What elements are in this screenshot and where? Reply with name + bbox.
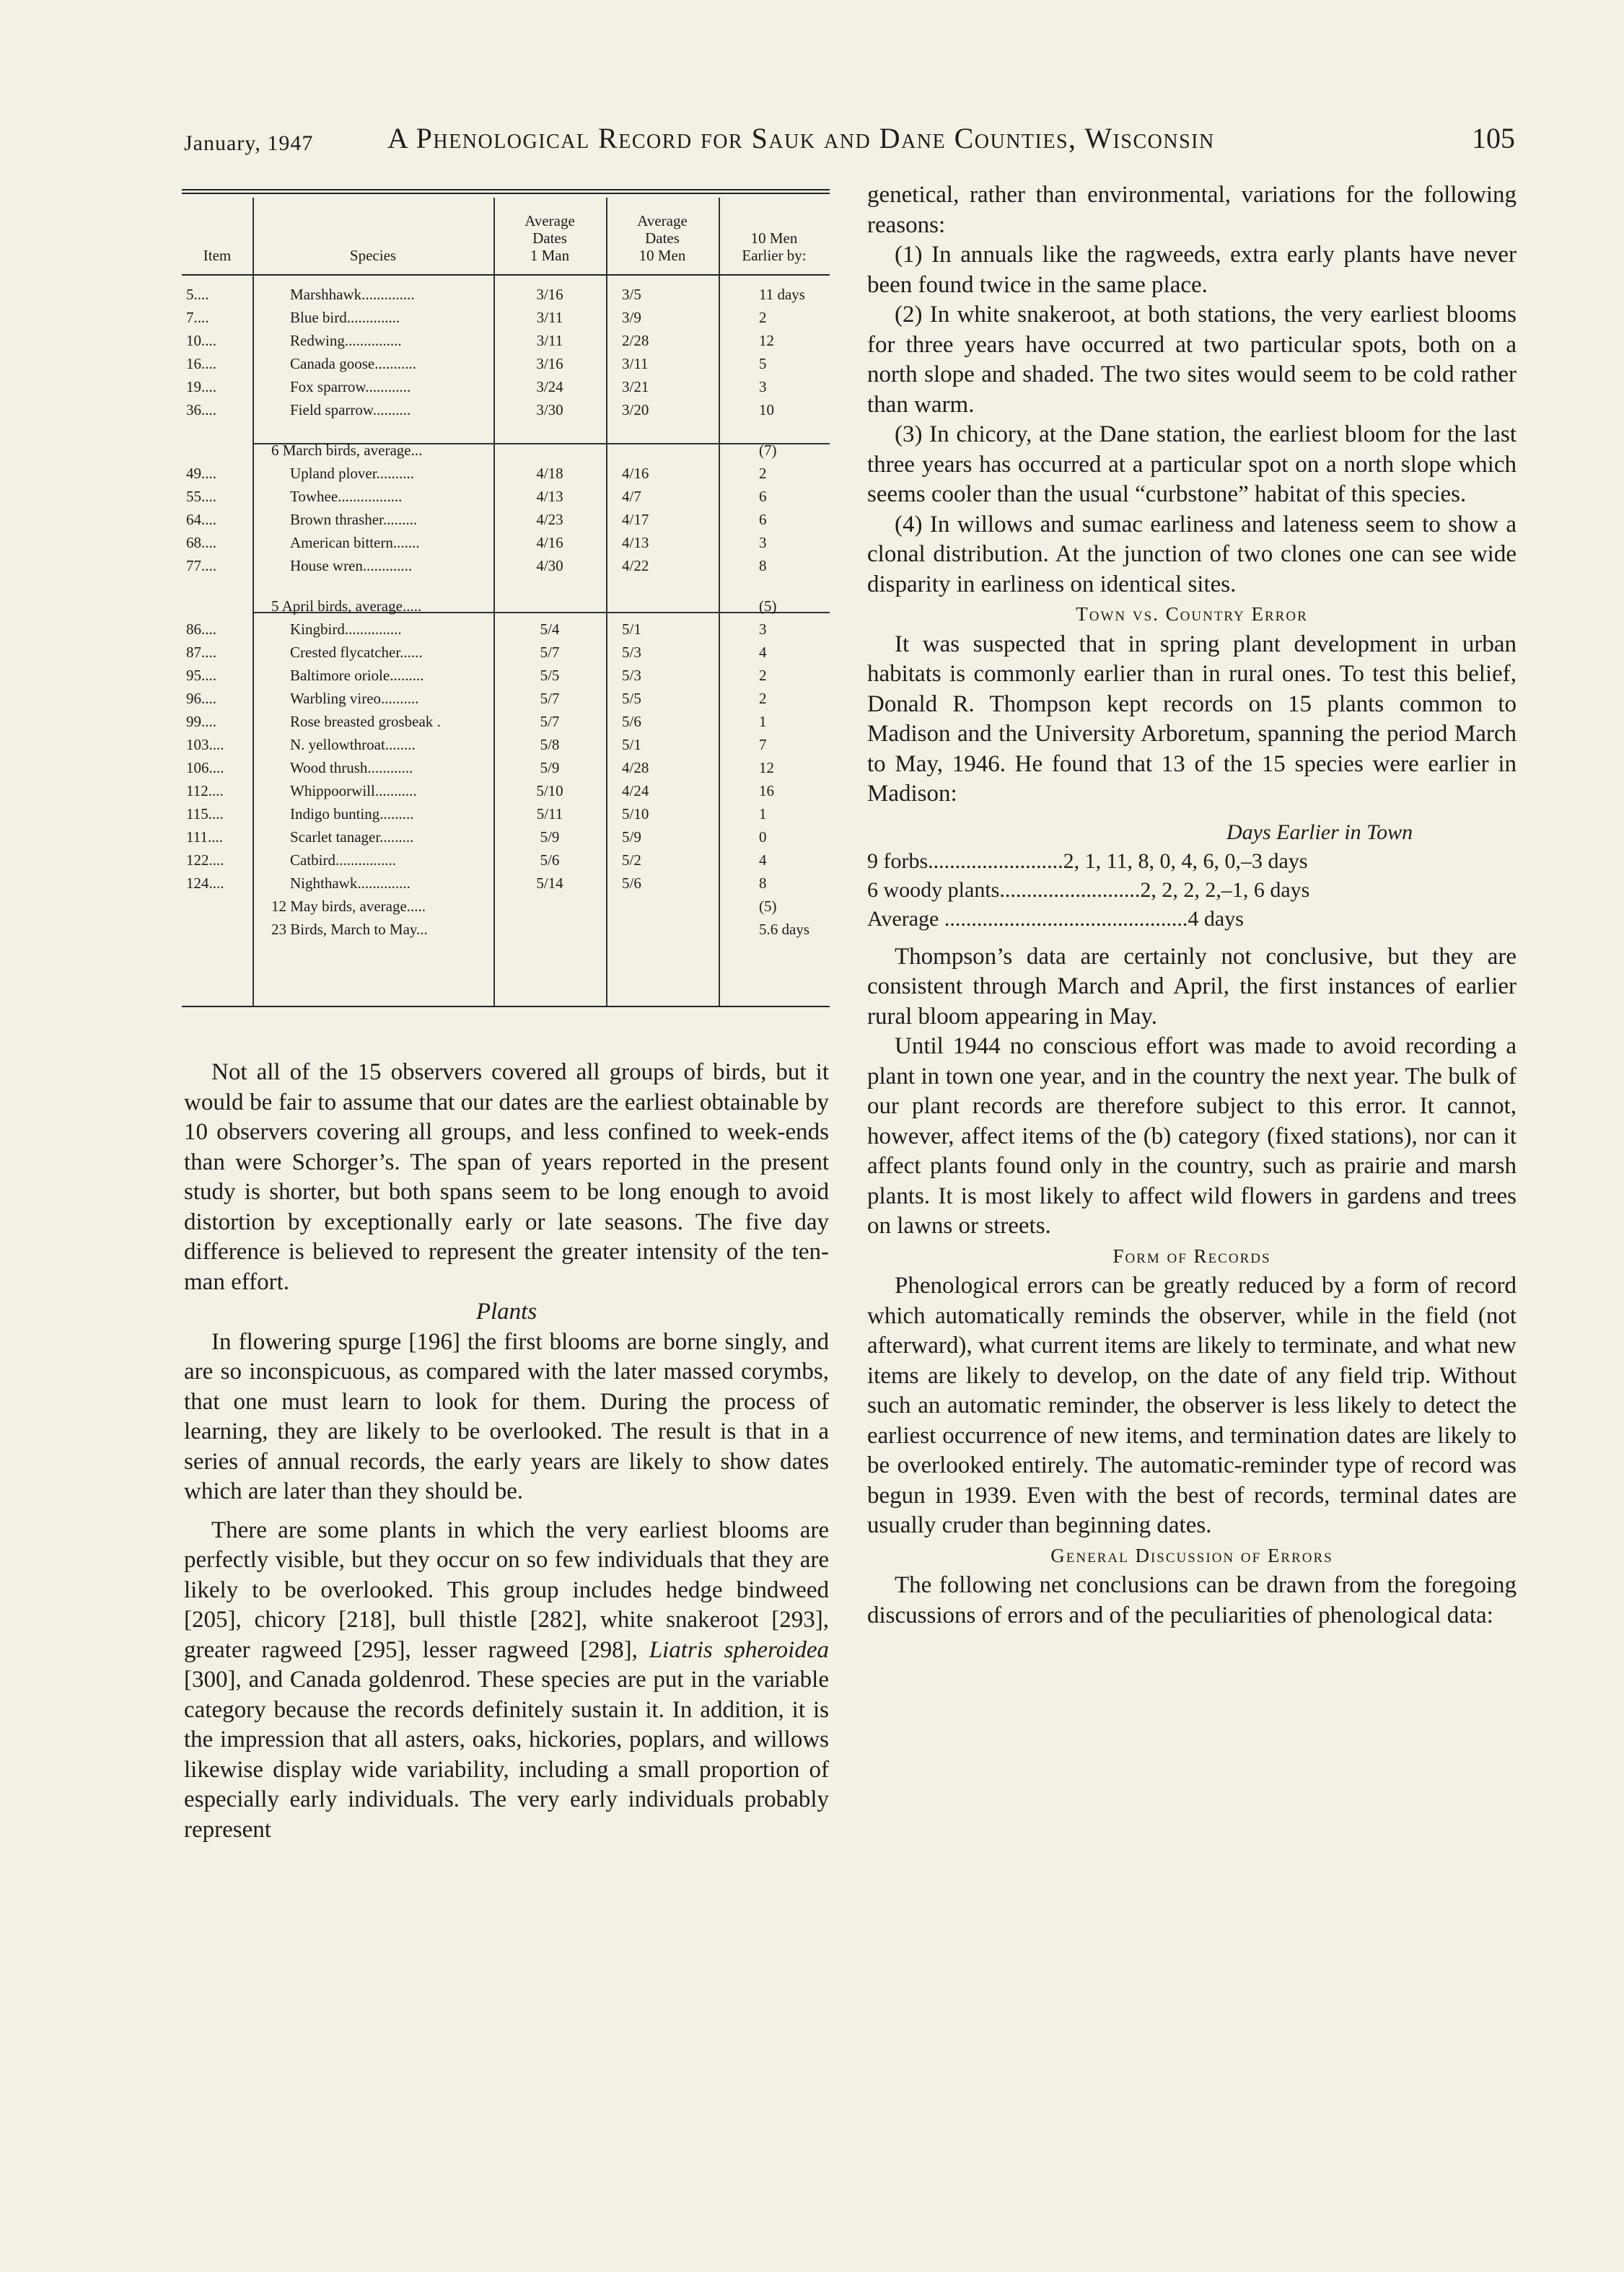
cell-avg-1-man: 5/5 [540,667,560,684]
cell-item: 103.... [186,736,224,753]
cell-avg-1-man: 3/11 [536,332,563,349]
table-header-rule [182,274,830,276]
cell-species: Brown thrasher......... [290,511,418,528]
table-row [182,805,830,830]
cell-avg-10-men: 5/10 [622,805,649,823]
cell-earlier-by: 1 [759,805,767,823]
table-row [182,488,830,512]
cell-earlier-by: 11 days [759,286,805,303]
cell-earlier-by: 6 [759,511,767,528]
cell-avg-1-man: 3/16 [536,355,563,372]
town-vs-country-heading: Town vs. Country Error [1076,603,1308,625]
table-row [182,759,830,784]
cell-earlier-by: 12 [759,332,774,349]
right-column [867,180,1517,1631]
table-row [182,286,830,310]
table-row [182,921,830,945]
cell-avg-1-man: 5/8 [540,736,560,753]
reason-4: (4) In willows and sumac earliness and lateness seem to show a clonal distribution. At the junction of two clones one can see wide disparity in earliness on identical sites. [867,511,1517,597]
cell-earlier-by: 6 [759,488,767,505]
cell-avg-10-men: 5/6 [622,874,641,892]
cell-earlier-by: 4 [759,644,767,661]
cell-species: Crested flycatcher...... [290,644,423,661]
cell-earlier-by: 5 [759,355,767,372]
general-discussion-heading: General Discussion of Errors [1050,1544,1333,1566]
table-row [182,332,830,356]
cell-avg-10-men: 3/21 [622,378,649,395]
cell-species: Warbling vireo.......... [290,690,419,707]
cell-item: 112.... [186,782,224,799]
table-top-rule-2 [182,193,830,194]
cell-earlier-by: 8 [759,557,767,574]
cell-item: 68.... [186,534,216,551]
col-header-avg10-line: 10 Men [638,247,686,264]
page-number: 105 [1472,122,1515,154]
cell-species: Baltimore oriole......... [290,667,424,684]
cell-species: Nighthawk.............. [290,874,411,892]
days-earlier-table [867,818,1517,934]
cell-earlier-by: 10 [759,401,774,418]
cell-species: Field sparrow.......... [290,401,411,418]
cell-avg-10-men: 3/9 [622,309,641,326]
cell-earlier-by: 16 [759,782,774,799]
col-header-avg1-line: 1 Man [530,247,570,264]
table-top-rule [182,189,830,190]
table-row [182,534,830,558]
col-header-avg1-line: Average [524,212,575,229]
cell-avg-1-man: 3/24 [536,378,563,395]
cell-species: Marshhawk.............. [290,286,415,303]
cell-avg-1-man: 3/30 [536,401,563,418]
paragraph-text: There are some plants in which the very earliest blooms are perfectly visible, but they occur on so few individuals that they are likely to be overlooked. This group includes hedge bindweed [205], chicory [218], bull thistle [282], white snakeroot [293], greater ragweed [295], lesser ragweed [298], [184,1517,829,1663]
cell-item: 7.... [186,309,209,326]
cell-species: Scarlet tanager......... [290,828,414,846]
cell-avg-10-men: 5/2 [622,851,641,869]
cell-species: Redwing............... [290,332,402,349]
cell-species: Catbird................ [290,851,396,869]
cell-species: 12 May birds, average..... [271,898,426,915]
cell-avg-10-men: 5/3 [622,644,641,661]
paragraph: In flowering spurge [196] the first blooms are borne singly, and are so inconspicuous, as compared with the later massed corymbs, that one must learn to look for them. During the process of learning, they are likely to be overlooked. The result is that in a series of annual records, the early years are likely to show dates which are later than they should be. [184,1328,829,1504]
cell-avg-1-man: 4/30 [536,557,563,574]
cell-species: Kingbird............... [290,620,402,638]
table-row [182,690,830,714]
table-row [182,898,830,922]
col-header-avg10-line: Average [637,212,688,229]
cell-avg-1-man: 4/18 [536,465,563,482]
table-row [182,874,830,899]
col-header-avg10-line: Dates [645,229,680,247]
cell-earlier-by: 7 [759,736,767,753]
paragraph: The following net conclusions can be drawn from the foregoing discussions of errors and of the peculiarities of phenological data: [867,1572,1517,1628]
running-header [184,121,1515,165]
cell-item: 115.... [186,805,224,823]
cell-earlier-by: 3 [759,620,767,638]
col-header-avg1 [493,212,606,264]
paragraph: Until 1944 no conscious effort was made to avoid recording a plant in town one year, and in the country the next year. The bulk of our plant records are therefore subject to this error. It cannot, however, affect items of the (b) category (fixed stations), nor can it affect plants found only in the country, such as prairie and marsh plants. It is most likely to affect wild flowers in gardens and trees on lawns or streets. [867,1033,1517,1239]
days-average-row: Average .............................................4 days [867,906,1244,931]
cell-item: 19.... [186,378,216,395]
table-row [182,644,830,668]
cell-avg-1-man: 5/9 [540,759,560,776]
paragraph: Phenological errors can be greatly reduced by a form of record which automatically reminds the observer, while in the field (not afterward), what current items are likely to terminate, and what new items are likely to develop, on the date of any field trip. Without such an automatic reminder, the observer is less likely to detect the earliest occurrence of new items, and termination dates are likely to be overlooked entirely. The automatic-reminder type of record was begun in 1939. Even with the best of records, terminal dates are usually cruder than beginning dates. [867,1273,1517,1538]
table-row [182,378,830,403]
cell-earlier-by: 3 [759,534,767,551]
cell-avg-10-men: 4/13 [622,534,649,551]
table-row [182,782,830,807]
cell-avg-10-men: 2/28 [622,332,649,349]
col-header-earlier [719,229,830,264]
table-row [182,557,830,582]
cell-avg-10-men: 5/3 [622,667,641,684]
paragraph: Not all of the 15 observers covered all groups of birds, but it would be fair to assume that our dates are the earliest obtainable by 10 observers covering all groups, and less confined to week-ends than were Schorger’s. The span of years reported in the present study is shorter, but both spans seem to be long enough to avoid distortion by exceptionally early or late seasons. The five day difference is believed to represent the greater intensity of the ten-man effort. [184,1059,829,1295]
cell-earlier-by: 3 [759,378,767,395]
bird-dates-table [182,189,830,1007]
cell-avg-10-men: 5/9 [622,828,641,846]
cell-species: Wood thrush............ [290,759,413,776]
cell-avg-10-men: 4/16 [622,465,649,482]
cell-species: Indigo bunting......... [290,805,414,823]
table-row [182,511,830,535]
cell-avg-1-man: 3/11 [536,309,563,326]
header-title: A Phenological Record for Sauk and Dane Counties, Wisconsin [387,122,1215,154]
cell-avg-1-man: 5/6 [540,851,560,869]
cell-earlier-by: (5) [759,898,777,915]
cell-avg-1-man: 5/9 [540,828,560,846]
cell-item: 95.... [186,667,216,684]
cell-item: 77.... [186,557,216,574]
cell-species: House wren............. [290,557,413,574]
col-header-avg1-line: Dates [532,229,567,247]
cell-avg-1-man: 5/4 [540,620,560,638]
reason-1: (1) In annuals like the ragweeds, extra early plants have never been found twice in the same place. [867,242,1517,298]
cell-species: Whippoorwill........... [290,782,417,799]
cell-avg-10-men: 5/1 [622,736,641,753]
col-header-earlier-line: 10 Men [750,229,798,247]
cell-earlier-by: (7) [759,442,777,459]
cell-avg-10-men: 4/28 [622,759,649,776]
col-header-item: Item [203,247,232,264]
cell-avg-10-men: 4/22 [622,557,649,574]
form-of-records-heading: Form of Records [1112,1245,1271,1267]
days-woody-row: 6 woody plants..........................2, 2, 2, 2,–1, 6 days [867,877,1310,902]
cell-species: Fox sparrow............ [290,378,411,395]
cell-avg-10-men: 3/5 [622,286,641,303]
table-bottom-rule [182,1006,830,1007]
cell-item: 124.... [186,874,224,892]
species-name-italic: Liatris spheroidea [649,1636,829,1663]
cell-earlier-by: 8 [759,874,767,892]
cell-species: Canada goose........... [290,355,416,372]
table-row [182,597,830,622]
table-row [182,442,830,466]
cell-species: N. yellowthroat........ [290,736,416,753]
paragraph: It was suspected that in spring plant development in urban habitats is commonly earlier than in rural ones. To test this belief, Donald R. Thompson kept records on 15 plants common to Madison and the University Arboretum, spanning the period March to May, 1946. He found that 13 of the 15 species were earlier in Madison: [867,631,1517,807]
cell-item: 86.... [186,620,216,638]
cell-avg-1-man: 4/23 [536,511,563,528]
cell-item: 5.... [186,286,209,303]
table-row [182,401,830,426]
days-forbs-row: 9 forbs.........................2, 1, 11, 8, 0, 4, 6, 0,–3 days [867,848,1308,873]
cell-item: 111.... [186,828,223,846]
cell-item: 36.... [186,401,216,418]
cell-avg-1-man: 4/13 [536,488,563,505]
col-header-species: Species [349,247,397,264]
cell-earlier-by: 5.6 days [759,921,809,938]
cell-earlier-by: 4 [759,851,767,869]
paragraph: genetical, rather than environmental, variations for the following reasons: [867,182,1517,238]
cell-earlier-by: 0 [759,828,767,846]
table-row [182,667,830,691]
cell-species: 6 March birds, average... [271,442,423,459]
cell-item: 99.... [186,713,216,730]
cell-avg-10-men: 4/17 [622,511,649,528]
cell-avg-1-man: 5/7 [540,713,560,730]
cell-avg-10-men: 3/11 [622,355,649,372]
cell-item: 16.... [186,355,216,372]
cell-species: American bittern....... [290,534,420,551]
cell-item: 106.... [186,759,224,776]
cell-avg-10-men: 4/24 [622,782,649,799]
table-row [182,620,830,645]
cell-avg-1-man: 3/16 [536,286,563,303]
table-row [182,355,830,380]
cell-earlier-by: 2 [759,667,767,684]
cell-earlier-by: (5) [759,597,777,615]
cell-item: 64.... [186,511,216,528]
cell-species: Rose breasted grosbeak . [290,713,441,730]
cell-avg-10-men: 5/5 [622,690,641,707]
cell-avg-1-man: 4/16 [536,534,563,551]
col-header-earlier-line: Earlier by: [742,247,807,264]
cell-avg-10-men: 5/1 [622,620,641,638]
table-row [182,736,830,760]
cell-item: 10.... [186,332,216,349]
cell-avg-1-man: 5/11 [536,805,563,823]
cell-avg-1-man: 5/10 [536,782,563,799]
paragraph: Thompson’s data are certainly not conclusive, but they are consistent through March and April, the first instances of earlier rural bloom appearing in May. [867,943,1517,1030]
table-row [182,309,830,333]
table-row [182,713,830,737]
col-header-avg10 [606,212,719,264]
cell-species: Towhee................. [290,488,403,505]
cell-item: 96.... [186,690,216,707]
cell-species: 23 Birds, March to May... [271,921,428,938]
cell-avg-10-men: 4/7 [622,488,641,505]
cell-item: 122.... [186,851,224,869]
cell-earlier-by: 2 [759,690,767,707]
header-date: January, 1947 [184,131,314,155]
days-earlier-heading: Days Earlier in Town [1226,820,1413,844]
cell-item: 87.... [186,644,216,661]
reason-3: (3) In chicory, at the Dane station, the earliest bloom for the last three years has occurred at a particular spot on a north slope which seems cooler than the usual “curbstone” habitat of this species. [867,421,1517,507]
cell-species: 5 April birds, average..... [271,597,422,615]
table-row [182,851,830,876]
cell-avg-1-man: 5/7 [540,644,560,661]
left-column [184,1058,829,1845]
cell-avg-10-men: 3/20 [622,401,649,418]
cell-earlier-by: 1 [759,713,767,730]
cell-species: Blue bird.............. [290,309,400,326]
cell-avg-1-man: 5/7 [540,690,560,707]
table-row [182,465,830,489]
table-row [182,828,830,853]
cell-earlier-by: 2 [759,309,767,326]
cell-species: Upland plover.......... [290,465,415,482]
reason-2: (2) In white snakeroot, at both stations, the very earliest blooms for three years have occurred at two particular spots, both on a north slope and shaded. The two sites would seem to be cold rather than warm. [867,302,1517,418]
paragraph [184,1516,829,1846]
cell-avg-1-man: 5/14 [536,874,563,892]
cell-earlier-by: 2 [759,465,767,482]
paragraph-text: [300], and Canada goldenrod. These species are put in the variable category because the records definitely sustain it. In addition, it is the impression that all asters, oaks, hickories, poplars, and willows likewise display wide variability, including a small proportion of especially early individuals. The very early individuals probably represent [184,1667,829,1843]
cell-earlier-by: 12 [759,759,774,776]
cell-item: 49.... [186,465,216,482]
plants-heading: Plants [475,1299,537,1325]
cell-avg-10-men: 5/6 [622,713,641,730]
cell-item: 55.... [186,488,216,505]
